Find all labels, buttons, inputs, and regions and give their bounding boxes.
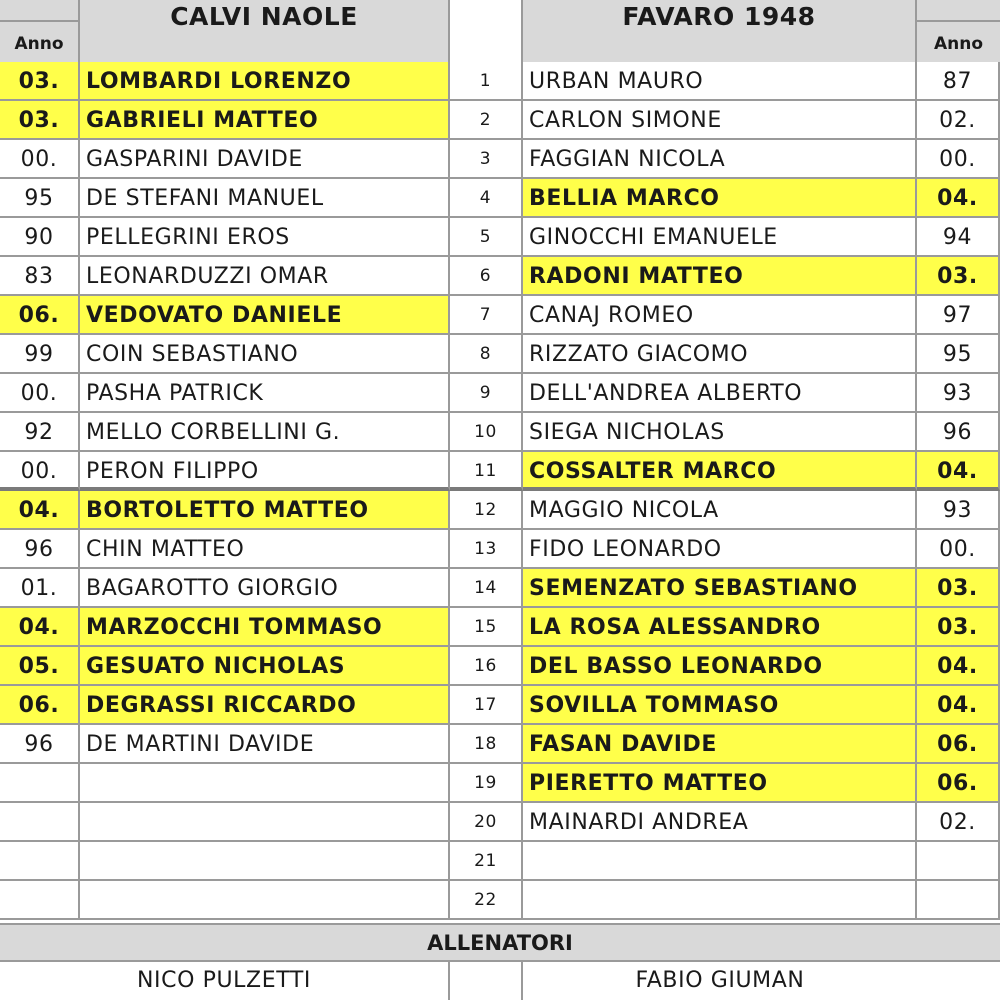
table-row [0, 686, 1000, 725]
left-player-year: 05. [0, 647, 80, 686]
left-player-year: 00. [0, 374, 80, 413]
shirt-number: 16 [450, 647, 523, 686]
table-row [0, 647, 1000, 686]
left-player-year [0, 842, 80, 881]
right-player-name: PIERETTO MATTEO [523, 764, 917, 803]
shirt-number: 10 [450, 413, 523, 452]
left-player-name [80, 842, 450, 881]
left-player-name: MELLO CORBELLINI G. [80, 413, 450, 452]
shirt-number: 7 [450, 296, 523, 335]
right-player-year [917, 842, 1000, 881]
shirt-number: 4 [450, 179, 523, 218]
table-row [0, 491, 1000, 530]
shirt-number: 19 [450, 764, 523, 803]
left-player-year: 95 [0, 179, 80, 218]
shirt-number: 15 [450, 608, 523, 647]
left-player-year: 90 [0, 218, 80, 257]
lineup-table [0, 62, 1000, 920]
shirt-number: 11 [450, 452, 523, 491]
header-divider [0, 20, 78, 22]
number-header [450, 0, 523, 62]
shirt-number: 12 [450, 491, 523, 530]
right-player-name: MAINARDI ANDREA [523, 803, 917, 842]
right-player-name: CARLON SIMONE [523, 101, 917, 140]
left-team-header [80, 0, 450, 62]
shirt-number: 9 [450, 374, 523, 413]
left-player-year: 01. [0, 569, 80, 608]
table-row [0, 803, 1000, 842]
left-anno-header [0, 0, 80, 62]
right-player-year [917, 881, 1000, 920]
right-player-name: URBAN MAURO [523, 62, 917, 101]
left-player-year: 00. [0, 140, 80, 179]
left-player-name: GESUATO NICHOLAS [80, 647, 450, 686]
coaches-title: ALLENATORI [0, 923, 1000, 962]
left-coach: NICO PULZETTI [0, 962, 450, 1000]
right-player-name: MAGGIO NICOLA [523, 491, 917, 530]
table-row [0, 452, 1000, 491]
right-player-year: 03. [917, 608, 1000, 647]
shirt-number: 14 [450, 569, 523, 608]
right-player-year: 02. [917, 803, 1000, 842]
shirt-number: 22 [450, 881, 523, 920]
table-row [0, 569, 1000, 608]
right-player-name [523, 842, 917, 881]
right-player-name: BELLIA MARCO [523, 179, 917, 218]
left-player-name: VEDOVATO DANIELE [80, 296, 450, 335]
right-player-name: RADONI MATTEO [523, 257, 917, 296]
right-player-name: RIZZATO GIACOMO [523, 335, 917, 374]
right-coach: FABIO GIUMAN [635, 968, 805, 993]
table-row [0, 179, 1000, 218]
left-player-name: LOMBARDI LORENZO [80, 62, 450, 101]
table-row [0, 335, 1000, 374]
left-player-name: DEGRASSI RICCARDO [80, 686, 450, 725]
right-team-header [523, 0, 917, 62]
right-player-year: 06. [917, 725, 1000, 764]
right-anno-header [917, 0, 1000, 62]
right-player-year: 06. [917, 764, 1000, 803]
shirt-number: 3 [450, 140, 523, 179]
left-player-name: BAGAROTTO GIORGIO [80, 569, 450, 608]
left-player-name: COIN SEBASTIANO [80, 335, 450, 374]
left-player-name [80, 803, 450, 842]
left-player-year: 96 [0, 530, 80, 569]
table-row [0, 764, 1000, 803]
left-player-name [80, 881, 450, 920]
right-player-name: SOVILLA TOMMASO [523, 686, 917, 725]
right-player-name: FAGGIAN NICOLA [523, 140, 917, 179]
left-player-year [0, 803, 80, 842]
right-player-name: LA ROSA ALESSANDRO [523, 608, 917, 647]
left-player-year: 03. [0, 101, 80, 140]
left-team-name: CALVI NAOLE [170, 2, 358, 31]
left-player-year: 99 [0, 335, 80, 374]
right-player-year: 93 [917, 374, 1000, 413]
right-player-name: COSSALTER MARCO [523, 452, 917, 491]
table-row [0, 218, 1000, 257]
right-player-year: 00. [917, 140, 1000, 179]
coach-spacer [450, 962, 523, 1000]
table-row [0, 725, 1000, 764]
left-player-name: CHIN MATTEO [80, 530, 450, 569]
left-player-year: 96 [0, 725, 80, 764]
right-player-year: 03. [917, 569, 1000, 608]
table-row [0, 101, 1000, 140]
left-player-name: GABRIELI MATTEO [80, 101, 450, 140]
right-player-year: 95 [917, 335, 1000, 374]
shirt-number: 18 [450, 725, 523, 764]
right-anno-label: Anno [933, 34, 984, 54]
right-player-name: DELL'ANDREA ALBERTO [523, 374, 917, 413]
right-player-name: DEL BASSO LEONARDO [523, 647, 917, 686]
right-player-year: 04. [917, 452, 1000, 491]
left-player-year [0, 764, 80, 803]
shirt-number: 2 [450, 101, 523, 140]
right-player-year: 02. [917, 101, 1000, 140]
right-team-name: FAVARO 1948 [622, 2, 816, 31]
shirt-number: 13 [450, 530, 523, 569]
left-player-name: DE STEFANI MANUEL [80, 179, 450, 218]
left-player-name: GASPARINI DAVIDE [80, 140, 450, 179]
right-player-name [523, 881, 917, 920]
shirt-number: 20 [450, 803, 523, 842]
left-player-name: BORTOLETTO MATTEO [80, 491, 450, 530]
right-player-name: FIDO LEONARDO [523, 530, 917, 569]
table-row [0, 296, 1000, 335]
left-player-name: PERON FILIPPO [80, 452, 450, 491]
header-divider [917, 20, 1000, 22]
table-row [0, 374, 1000, 413]
table-row [0, 257, 1000, 296]
right-player-year: 00. [917, 530, 1000, 569]
table-row [0, 530, 1000, 569]
right-player-name: CANAJ ROMEO [523, 296, 917, 335]
left-player-year [0, 881, 80, 920]
right-player-year: 96 [917, 413, 1000, 452]
table-row [0, 413, 1000, 452]
left-player-name: MARZOCCHI TOMMASO [80, 608, 450, 647]
left-player-name: LEONARDUZZI OMAR [80, 257, 450, 296]
right-player-year: 94 [917, 218, 1000, 257]
table-row [0, 608, 1000, 647]
right-player-year: 97 [917, 296, 1000, 335]
left-player-year: 04. [0, 608, 80, 647]
right-player-name: FASAN DAVIDE [523, 725, 917, 764]
right-player-year: 87 [917, 62, 1000, 101]
left-player-name: PASHA PATRICK [80, 374, 450, 413]
right-player-name: SIEGA NICHOLAS [523, 413, 917, 452]
left-player-year: 00. [0, 452, 80, 491]
shirt-number: 17 [450, 686, 523, 725]
right-player-year: 03. [917, 257, 1000, 296]
table-row [0, 140, 1000, 179]
right-player-name: GINOCCHI EMANUELE [523, 218, 917, 257]
left-player-year: 06. [0, 686, 80, 725]
left-anno-label: Anno [14, 34, 64, 54]
left-player-year: 92 [0, 413, 80, 452]
right-player-year: 93 [917, 491, 1000, 530]
table-row [0, 62, 1000, 101]
left-player-name: DE MARTINI DAVIDE [80, 725, 450, 764]
right-player-year: 04. [917, 686, 1000, 725]
right-player-year: 04. [917, 647, 1000, 686]
shirt-number: 1 [450, 62, 523, 101]
shirt-number: 21 [450, 842, 523, 881]
table-row [0, 881, 1000, 920]
left-player-name [80, 764, 450, 803]
left-player-year: 06. [0, 296, 80, 335]
table-row [0, 842, 1000, 881]
right-player-name: SEMENZATO SEBASTIANO [523, 569, 917, 608]
shirt-number: 6 [450, 257, 523, 296]
left-player-year: 03. [0, 62, 80, 101]
shirt-number: 8 [450, 335, 523, 374]
left-player-year: 04. [0, 491, 80, 530]
left-player-name: PELLEGRINI EROS [80, 218, 450, 257]
shirt-number: 5 [450, 218, 523, 257]
left-player-year: 83 [0, 257, 80, 296]
right-player-year: 04. [917, 179, 1000, 218]
